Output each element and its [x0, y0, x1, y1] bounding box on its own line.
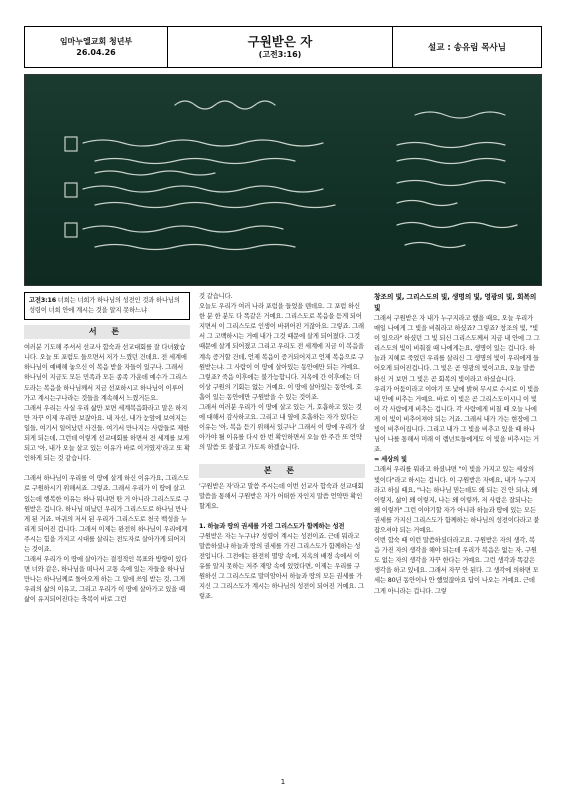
- scripture-ref: 고전3:16: [29, 297, 56, 304]
- world-light-heading: = 세상의 빛: [374, 456, 407, 464]
- church-name: 임마누엘교회 청년부: [59, 37, 133, 46]
- page-number: 1: [280, 778, 286, 786]
- preacher: 설교 : 송유림 목사님: [428, 43, 506, 53]
- scripture-box: [24, 292, 190, 320]
- sermon-title-block: [168, 27, 393, 67]
- header-bar: [24, 26, 542, 68]
- point-1-paragraph: 구원받은 자는 누구냐? 성령이 계시는 성전이죠. 근데 뭐라고 말씀하셨냐 하늘과 땅의 권세를 가진 그리스도가 함께하는 성전입니다. 그전에는 완전히 멸망 속에, 지옥의 배경 속에서 이유를 알지 못하는 저주 재앙 속에 있었다면, 이제는 우리를 구원하신 그 그리스도로 말미암아서 하늘과 땅의 모든 권세를 가지신 그 그리스도가 계시는 하나님의 성전이 되어진 거예요. 그렇죠.: [199, 532, 364, 601]
- body-paragraph: '구원받은 자'라고 말씀 주시는데 이번 선교사 합숙과 선교대회 말씀을 통해서 구원받은 자가 어떠한 자인지 말씀 언약만 확인할게요.: [199, 482, 364, 510]
- light-heading: 창조의 빛, 그리스도의 빛, 생명의 빛, 영광의 빛, 회복의 빛: [374, 293, 537, 312]
- column-2: [199, 292, 365, 606]
- col3-paragraph: 그래서 구원받은 자 내가 누구지라고 했을 때요, 오늘 우리가 매일 나에게 그 빛을 비춰라고 하셨죠? 그렇죠? 창조의 빛, "빛이 있으라" 하셨던 그 빛 되신 그리스도께서 지금 내 안에 그 그리스도의 빛이 비춰질 때 나에게는요, 생명이 있는 겁니다. 하늘과 지혜로 죽었던 우리를 살리신 그 생명의 빛이 우리에게 들어오게 되어진겁니다. 그 빛은 곧 영광의 빛이고요, 오늘 말씀하신 거 보면 그 빛은 곧 회복의 빛이라고 하셨습니다.: [374, 315, 540, 383]
- point-1-title: 1. 하늘과 땅의 권세를 가진 그리스도가 함께하는 성전: [199, 522, 345, 530]
- sermon-title: 구원받은 자: [247, 34, 313, 49]
- col2-paragraph: 것 같습니다.: [199, 293, 233, 300]
- chalkboard-photo: [24, 74, 542, 286]
- col2-paragraph: 그래서 여러분 우리가 이 땅에 살고 있는 거, 호흡하고 있는 것에 대해서 감사하고요. 그리고 내 옆에 호흡하는 자가 있다는 이유는 '아, 복음 듣기 위해서 있구나' 그래서 이 땅에 우리가 살아가야 될 이유를 다시 한 번 확인하면서 오늘 한 주간 또 언약의 말씀 또 붙잡고 가도록 하겠습니다.: [199, 404, 365, 452]
- col3-paragraph: 우리가 어둠이라고 이야기 또 낯에 밝혀 무시로 수시로 이 빛을 내 안에 비추는 거예요. 바로 이 빛은 곧 그리스도이시니 이 빛이 각 사람에게 비추는 겁니다. 각 사람에게 비칠 때 오늘 나에게 이 빛이 비추어져야 되는 거죠. 그래서 내가 가는 현장에 그 빛이 비추어집니다. 그리고 내가 그 빛을 비추고 있을 때 하나님이 나를 통해서 미래 이 렘넌트들에게도 이 빛을 비추시는 거죠.: [374, 385, 539, 454]
- bulletin-page: [24, 26, 542, 784]
- sermon-reference: (고전3:16): [258, 50, 302, 59]
- intro-paragraph: 그래서 우리가 이 땅에 살아가는 결정적인 목표와 방향이 있다면 너와 같은, 하나님을 떠나서 고통 속에 있는 자들을 하나님 만나는 하나님께로 돌아오게 하는 그 일에 쓰임 받는 것, 그게 우리의 삶의 이유고, 그리고 우리가 이 땅에 살아가고 있을 때 삶이 유지되어진다는 축복이 바로 그런: [24, 556, 188, 604]
- column-1: [24, 292, 190, 606]
- church-info: [25, 27, 168, 67]
- body-heading: 본 론: [199, 464, 365, 478]
- scripture-text: 너희는 너희가 하나님의 성전인 것과 하나님의 성령이 너희 안에 계시는 것을 알지 못하느냐: [29, 297, 180, 315]
- intro-heading: 서 론: [24, 325, 190, 339]
- intro-paragraph: 그래서 우리는 사실 우리 삶만 보면 세계복음화라고 말은 하지만 자꾸 이제 우리만 보잖아요. 내 자신, 내가 눈앞에 보여지는 일들, 여기서 일어났던 사건들. 여기서 만나지는 사람들로 제한되게 되는데, 그런데 이렇게 선교대회를 하면서 전 세계를 보게 되고 '아, 내가 오늘 살고 있는 이유가 바로 이거였지'라고 또 확인하게 되는 것 같습니다.: [24, 404, 190, 463]
- col2-paragraph: 오늘도 우리가 여러 나라 포럼을 들었을 텐데요. 그 포럼 하신 한 분 한 분도 다 똑같은 거예요. 그리스도로 복음을 듣게 되어지면서 이 그리스도로 인생이 바뀌어진 거잖아요. 그렇죠. 그래서 그 고백하시는 거예 내가 그것 때문에 살게 되어졌다. 그것 때문에 살게 되어졌고 그리고 우리도 전 세계에 지금 이 복음을 계속 증거할 건데, 언제 복음이 증거되어지고 언제 복음으로 구원받는냐. 그 사람이 이 땅에 살아있는 동안에만 되는 거예요. 그렇죠? 죽음 이후에는 불가능합니다. 지옥에 간 이후에는 더 이상 구원의 기회는 없는 거예요. 이 땅에 살아있는 동안에, 호흡이 있는 동안에만 구원받을 수 있는 것이죠.: [199, 303, 364, 401]
- intro-paragraph: 그래서 하나님이 우리를 이 땅에 살게 하신 이유가요, 그리스도로 구원하시기 위해서죠. 그렇죠. 그래서 우리가 이 땅에 살고 있는데 행복한 이유는 하나 뭐냐면 딴 거 아니라 그리스도로 구원받은 겁니다. 하나님 떠났던 우리가 그리스도로 하나님 만나게 된 거죠. 마귀의 저서 된 우리가 그리스도로 천국 백성을 누리게 되어진 겁니다. 그래서 이제는 완전히 하나님이 우리에게 주시는 힘을 가지고 시대를 살리는 전도자로 살아가게 되어지는 것이죠.: [24, 475, 189, 553]
- column-3: [374, 292, 540, 606]
- col3-paragraph: 이번 합숙 때 이런 말씀하셨더라고요. 구원받은 자의 생각, 복음 가진 자의 생각을 해야 되는데 우리가 복음은 없는 자, 구원도 없는 자의 생각을 자꾸 한다는 거예요. 그런 생각과 똑같은 생각을 하고 있네요. 그래서 자꾸 안 된다. 그 생각에 의하면 모세는 80년 동안이나 안 했었잖아요 답이 나오는 거예요. 근데 그게 아니라는 겁니다. 그렇: [374, 537, 539, 595]
- col3-paragraph: 그래서 우리를 뭐라고 하셨냐면 "이 빛을 가지고 있는 세상의 빛이다"라고 하시는 겁니다. 이 구원받은 자에요, 내가 누구지라고 하실 때요, "나는 하나님 믿는데도 왜 되는 건 안 되냐, 왜 이렇지, 삶이 왜 이렇지, 나는 왜 이렇까, 저 사람은 잘되나는 왜 이렇까" 그런 이야기할 자가 아니라 하늘과 땅에 있는 모든 권세를 가지신 그리스도가 함께하는 하나님의 성전이다라고 붙잡으셔야 되는 거예요.: [374, 466, 540, 534]
- intro-paragraph: 여러분 기도해 주셔서 선교사 합숙과 선교대회를 잘 다녀왔습니다. 오늘 또 포럼도 들으면서 저가 느꼈던 건데요. 전 세계에 하나님이 예배해 놓으신 이 복음 받을 자들이 있구나. 그래서 하나님이 지금도 모든 민족과 모든 종족 가운데 예수가 그리스도라는 복음을 하나님께서 지금 선포하시고 하나님이 이루어 가고 계시는구나라는 것들을 계속해서 느꼈거든요.: [24, 344, 188, 402]
- chalkboard-drawing: [25, 75, 541, 283]
- body-columns: [24, 292, 542, 606]
- bulletin-date: 26.04.26: [76, 48, 116, 57]
